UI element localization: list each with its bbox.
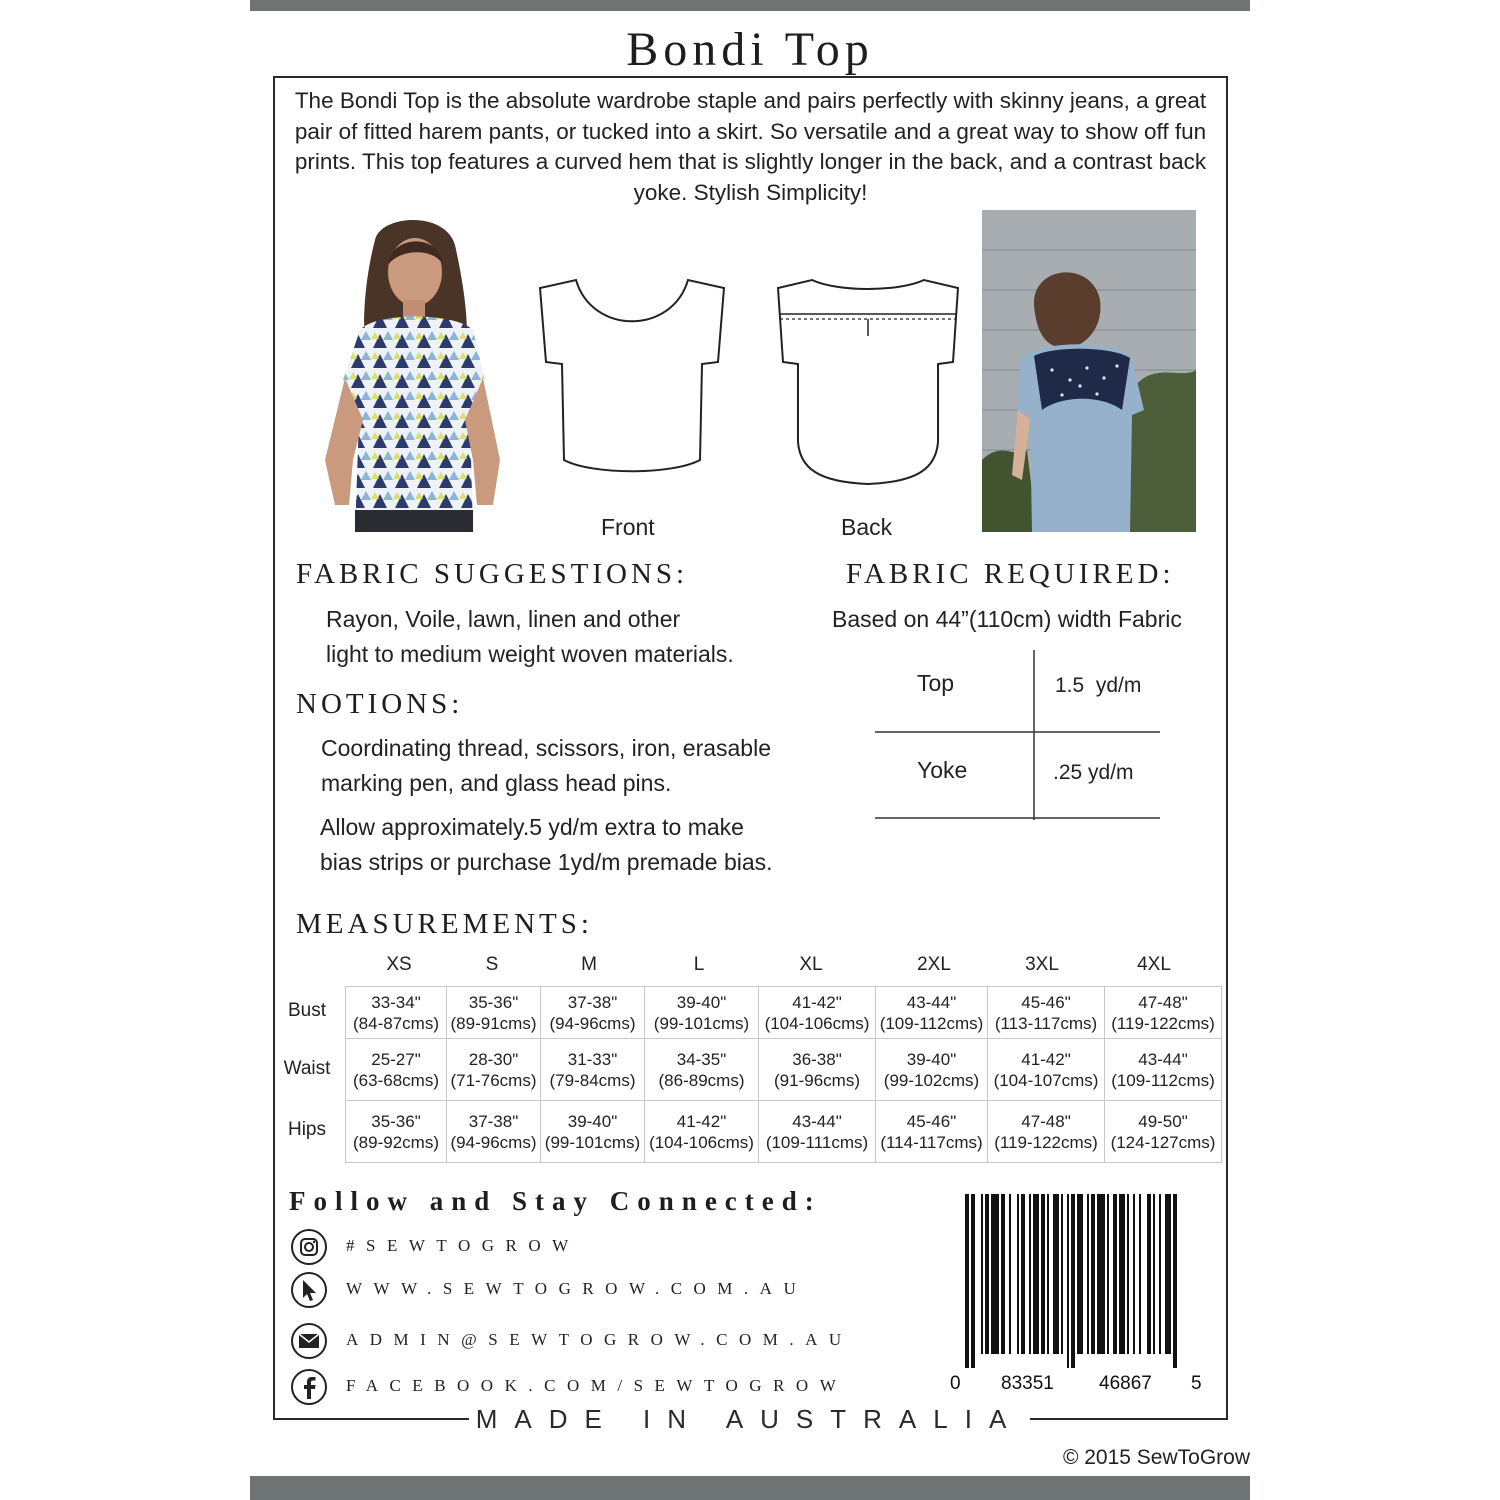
barcode bbox=[963, 1194, 1217, 1368]
cell-inches: 41-42" bbox=[1021, 1049, 1071, 1069]
cell-inches: 47-48" bbox=[1138, 992, 1188, 1012]
table-cell bbox=[988, 1101, 1105, 1163]
cell-inches: 37-38" bbox=[468, 1111, 519, 1131]
barcode-bar bbox=[1021, 1194, 1025, 1354]
req-yoke-label: Yoke bbox=[917, 757, 968, 783]
barcode-bar bbox=[1107, 1194, 1109, 1354]
cell-cms: (79-84cms) bbox=[549, 1070, 636, 1090]
frame-bottom-right bbox=[1030, 1418, 1228, 1420]
table-cell bbox=[645, 1101, 759, 1163]
barcode-bar bbox=[1127, 1194, 1129, 1354]
back-flat-sketch bbox=[768, 270, 968, 500]
cell-cms: (84-87cms) bbox=[353, 1013, 439, 1033]
table-cell bbox=[1105, 1039, 1222, 1101]
cell-inches: 25-27" bbox=[371, 1049, 421, 1069]
table-cell bbox=[447, 1101, 541, 1163]
cell-cms: (86-89cms) bbox=[658, 1070, 745, 1090]
table-cell bbox=[346, 1101, 447, 1163]
cell-cms: (99-101cms) bbox=[544, 1132, 641, 1152]
follow-heading: Follow and Stay Connected: bbox=[289, 1186, 822, 1216]
barcode-bar bbox=[1033, 1194, 1039, 1354]
cell-cms: (89-91cms) bbox=[450, 1013, 537, 1033]
envelope-icon bbox=[290, 1322, 328, 1360]
cursor-icon bbox=[290, 1271, 328, 1309]
measurements-heading: MEASUREMENTS: bbox=[296, 908, 593, 940]
cell-inches: 37-38" bbox=[567, 992, 618, 1012]
size-header-xl: XL bbox=[799, 954, 823, 975]
cell-cms: (91-96cms) bbox=[774, 1070, 860, 1090]
cell-cms: (94-96cms) bbox=[549, 1013, 636, 1033]
table-row bbox=[346, 1039, 1222, 1101]
copyright: © 2015 SewToGrow bbox=[1062, 1446, 1250, 1469]
cell-cms: (63-68cms) bbox=[353, 1070, 439, 1090]
cell-cms: (109-112cms) bbox=[1111, 1070, 1215, 1090]
barcode-bar bbox=[1113, 1194, 1117, 1354]
table-cell bbox=[541, 987, 645, 1039]
bottom-decor-bar bbox=[250, 1476, 1250, 1500]
barcode-bar bbox=[1165, 1194, 1171, 1354]
table-cell bbox=[541, 1101, 645, 1163]
table-row bbox=[346, 1101, 1222, 1163]
cell-cms: (119-122cms) bbox=[1111, 1013, 1215, 1033]
facebook-row[interactable] bbox=[290, 1368, 930, 1408]
notions-heading: NOTIONS: bbox=[296, 688, 464, 720]
front-caption: Front bbox=[601, 514, 655, 540]
table-cell bbox=[876, 1039, 988, 1101]
barcode-digits-left: 83351 bbox=[1001, 1373, 1054, 1394]
table-cell bbox=[988, 1039, 1105, 1101]
table-cell bbox=[645, 987, 759, 1039]
instagram-row[interactable] bbox=[290, 1228, 930, 1268]
cell-inches: 47-48" bbox=[1021, 1111, 1071, 1131]
req-top-value: 1.5 yd/m bbox=[1055, 674, 1142, 697]
model-front-photo bbox=[305, 210, 519, 532]
barcode-bar bbox=[985, 1194, 989, 1354]
cell-cms: (104-107cms) bbox=[993, 1070, 1099, 1090]
barcode-bar bbox=[981, 1194, 983, 1354]
barcode-bar bbox=[1047, 1194, 1049, 1354]
cell-inches: 39-40" bbox=[906, 1049, 957, 1069]
instagram-handle[interactable]: #SEWTOGROW bbox=[346, 1236, 580, 1255]
size-header-xs: XS bbox=[386, 954, 412, 975]
cell-cms: (94-96cms) bbox=[450, 1132, 537, 1152]
size-header-l: L bbox=[693, 954, 705, 975]
table-cell bbox=[346, 1039, 447, 1101]
barcode-bar bbox=[1067, 1194, 1069, 1368]
size-header-2xl: 2XL bbox=[917, 954, 951, 975]
table-cell bbox=[988, 987, 1105, 1039]
table-row bbox=[346, 987, 1222, 1039]
barcode-bar bbox=[1061, 1194, 1063, 1354]
notions-line-1: Coordinating thread, scissors, iron, erasable bbox=[321, 735, 772, 761]
size-header-m: M bbox=[581, 954, 597, 975]
table-cell bbox=[1105, 987, 1222, 1039]
fabric-required-note: Based on 44”(110cm) width Fabric bbox=[832, 606, 1182, 632]
barcode-bar bbox=[1009, 1194, 1011, 1354]
cell-cms: (99-102cms) bbox=[883, 1070, 980, 1090]
barcode-bar bbox=[971, 1194, 975, 1368]
table-cell bbox=[541, 1039, 645, 1101]
cell-cms: (104-106cms) bbox=[764, 1013, 870, 1033]
notions-line-3: Allow approximately.5 yd/m extra to make bbox=[320, 814, 744, 840]
fabric-suggestions-line-2: light to medium weight woven materials. bbox=[326, 641, 734, 667]
cell-inches: 43-44" bbox=[906, 992, 957, 1012]
cell-cms: (114-117cms) bbox=[880, 1132, 983, 1152]
facebook-link[interactable]: FACEBOOK.COM/SEWTOGROW bbox=[346, 1376, 848, 1395]
table-cell bbox=[876, 987, 988, 1039]
barcode-bar bbox=[1119, 1194, 1125, 1354]
cell-cms: (119-122cms) bbox=[994, 1132, 1098, 1152]
fabric-suggestions-heading: FABRIC SUGGESTIONS: bbox=[296, 558, 689, 590]
cell-inches: 41-42" bbox=[676, 1111, 727, 1131]
barcode-bar bbox=[1041, 1194, 1045, 1354]
barcode-digit-last: 5 bbox=[1191, 1373, 1202, 1394]
barcode-bar bbox=[1159, 1194, 1161, 1354]
fabric-required-table bbox=[875, 650, 1160, 820]
email-link[interactable]: ADMIN@SEWTOGROW.COM.AU bbox=[346, 1330, 853, 1349]
req-top-label: Top bbox=[917, 670, 955, 696]
measurements-table bbox=[345, 986, 1222, 1163]
cell-inches: 28-30" bbox=[468, 1049, 519, 1069]
cell-inches: 45-46" bbox=[906, 1111, 957, 1131]
barcode-bar bbox=[1147, 1194, 1151, 1354]
barcode-bar bbox=[965, 1194, 969, 1368]
barcode-bar bbox=[1001, 1194, 1005, 1354]
size-header-s: S bbox=[485, 954, 499, 975]
barcode-bar bbox=[1091, 1194, 1095, 1354]
barcode-bar bbox=[1071, 1194, 1075, 1368]
size-header-3xl: 3XL bbox=[1025, 954, 1059, 975]
cell-inches: 34-35" bbox=[676, 1049, 727, 1069]
cell-inches: 41-42" bbox=[792, 992, 842, 1012]
table-cell bbox=[759, 1101, 876, 1163]
barcode-bar bbox=[1087, 1194, 1089, 1354]
back-caption: Back bbox=[841, 514, 893, 540]
barcode-bar bbox=[1097, 1194, 1105, 1354]
fabric-required-heading: FABRIC REQUIRED: bbox=[846, 558, 1175, 590]
email-row[interactable] bbox=[290, 1322, 930, 1362]
top-decor-bar bbox=[250, 0, 1250, 11]
cell-cms: (89-92cms) bbox=[353, 1132, 439, 1152]
barcode-bar bbox=[1029, 1194, 1031, 1354]
cell-cms: (71-76cms) bbox=[450, 1070, 537, 1090]
cell-inches: 43-44" bbox=[792, 1111, 842, 1131]
cell-cms: (109-111cms) bbox=[765, 1132, 869, 1152]
cell-inches: 31-33" bbox=[567, 1049, 618, 1069]
table-cell bbox=[759, 1039, 876, 1101]
table-cell bbox=[346, 987, 447, 1039]
website-link[interactable]: WWW.SEWTOGROW.COM.AU bbox=[346, 1279, 808, 1298]
row-header-waist: Waist bbox=[283, 1058, 331, 1079]
barcode-bar bbox=[1153, 1194, 1155, 1354]
fabric-suggestions-line-1: Rayon, Voile, lawn, linen and other bbox=[326, 606, 681, 632]
cell-inches: 39-40" bbox=[567, 1111, 618, 1131]
cell-cms: (99-101cms) bbox=[653, 1013, 750, 1033]
barcode-bar bbox=[1077, 1194, 1083, 1354]
barcode-bar bbox=[1017, 1194, 1019, 1354]
cell-cms: (104-106cms) bbox=[649, 1132, 754, 1152]
cell-cms: (113-117cms) bbox=[994, 1013, 1098, 1033]
front-flat-sketch bbox=[532, 270, 732, 490]
cell-inches: 39-40" bbox=[676, 992, 727, 1012]
model-back-photo bbox=[982, 210, 1196, 532]
frame-bottom-left bbox=[273, 1418, 469, 1420]
req-yoke-value: .25 yd/m bbox=[1053, 761, 1134, 784]
table-cell bbox=[1105, 1101, 1222, 1163]
table-cell bbox=[759, 987, 876, 1039]
barcode-bar bbox=[991, 1194, 999, 1354]
intro-paragraph: The Bondi Top is the absolute wardrobe staple and pairs perfectly with skinny jeans, a great pair of fitted harem pants, or tucked into a skirt. So versatile and a great way to show off fun prints. This top features a curved hem that is slightly longer in the back, and a contrast back yoke. Stylish Simplicity! bbox=[294, 88, 1207, 205]
page-title: Bondi Top bbox=[626, 23, 874, 76]
instagram-icon bbox=[290, 1228, 328, 1266]
cell-inches: 35-36" bbox=[468, 992, 519, 1012]
barcode-bar bbox=[1173, 1194, 1177, 1368]
row-header-bust: Bust bbox=[287, 1000, 327, 1021]
website-row[interactable] bbox=[290, 1271, 930, 1311]
cell-cms: (109-112cms) bbox=[879, 1013, 984, 1033]
barcode-bar bbox=[1139, 1194, 1141, 1354]
made-in-label: MADE IN AUSTRALIA bbox=[475, 1404, 1024, 1434]
cell-inches: 36-38" bbox=[792, 1049, 842, 1069]
cell-inches: 43-44" bbox=[1138, 1049, 1188, 1069]
barcode-digits-right: 46867 bbox=[1099, 1373, 1152, 1394]
table-cell bbox=[447, 1039, 541, 1101]
size-header-4xl: 4XL bbox=[1137, 954, 1171, 975]
table-cell bbox=[876, 1101, 988, 1163]
facebook-icon bbox=[290, 1368, 328, 1406]
cell-inches: 35-36" bbox=[371, 1111, 421, 1131]
cell-inches: 33-34" bbox=[371, 992, 421, 1012]
cell-inches: 49-50" bbox=[1138, 1111, 1188, 1131]
notions-line-4: bias strips or purchase 1yd/m premade bias. bbox=[320, 849, 773, 875]
cell-inches: 45-46" bbox=[1021, 992, 1071, 1012]
barcode-bar bbox=[1053, 1194, 1059, 1354]
row-header-hips: Hips bbox=[287, 1119, 326, 1140]
table-cell bbox=[447, 987, 541, 1039]
notions-line-2: marking pen, and glass head pins. bbox=[321, 770, 672, 796]
barcode-digit-first: 0 bbox=[950, 1373, 961, 1394]
barcode-bar bbox=[1133, 1194, 1135, 1354]
table-cell bbox=[645, 1039, 759, 1101]
cell-cms: (124-127cms) bbox=[1110, 1132, 1216, 1152]
